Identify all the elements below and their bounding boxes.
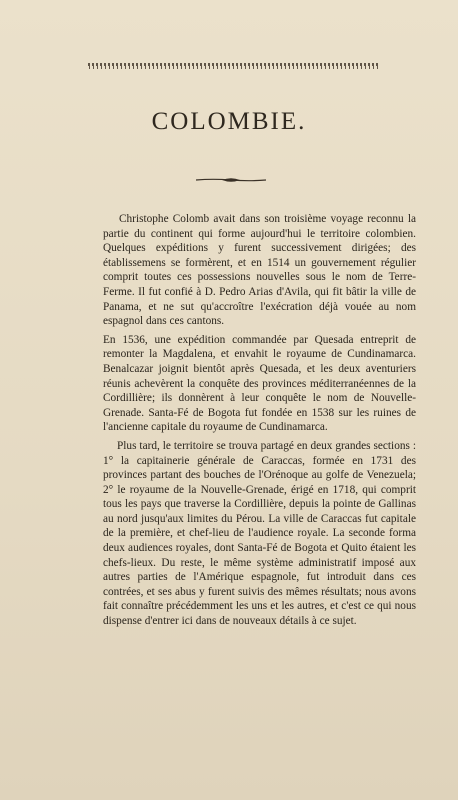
ornament-divider-icon xyxy=(196,176,266,184)
decorative-top-rule xyxy=(88,63,378,69)
paragraph-1: Christophe Colomb avait dans son troisième voyage reconnu la partie du continent qui forme aujourd'hui le territoire colombien. Quelques expéditions y furent successivement dirigées; des établissemens se formèrent, et en 1514 un gouvernement régulier comprit toutes ces possessions nouvelles sous le nom de Terre-Ferme. Il fut confié à D. Pedro Arias d'Avila, qui fit bâtir la ville de Panama, et ne sut qu'accroître l'exécration déjà vouée au nom espagnol dans ces cantons. xyxy=(103,213,416,328)
paragraph-3: Plus tard, le territoire se trouva partagé en deux grandes sections : 1° la capitainerie générale de Caraccas, formée en 1731 des provinces partant des bouches de l'Orénoque au golfe de Venezuela; 2° le royaume de la Nouvelle-Grenade, érigé en 1718, qui comprit tous les pays que traverse la Cordillière, depuis la pointe de Gallinas au nord jusqu'aux limites du Pérou. La ville de Caraccas fut capitale de la première, et chef-lieu de l'audience royale. La seconde forma deux audiences royales, dont Santa-Fé de Bogota et Quito étaient les chefs-lieux. Du reste, le même système administratif imposé aux autres parties de l'Amérique espagnole, fut introduit dans ces contrées, et ses abus y furent suivis des mêmes résultats; nous avons fait connaître précédemment les uns et les autres, et c'est ce qui nous dispense d'entrer ici dans de nouveaux détails à ce sujet. xyxy=(103,439,416,628)
paragraph-2: En 1536, une expédition commandée par Quesada entreprit de remonter la Magdalena, et envahit le royaume de Cundinamarca. Benalcazar joignit bientôt après Quesada, et les deux aventuriers réunis achevèrent la conquête des provinces méditerranéennes de la Cordillière; ils donnèrent à leur conquête le nom de Nouvelle-Grenade. Santa-Fé de Bogota fut fondée en 1538 sur les ruines de l'ancienne capitale du royaume de Cundinamarca. xyxy=(103,333,416,434)
body-text xyxy=(103,212,416,633)
chapter-title: COLOMBIE. xyxy=(151,108,307,135)
